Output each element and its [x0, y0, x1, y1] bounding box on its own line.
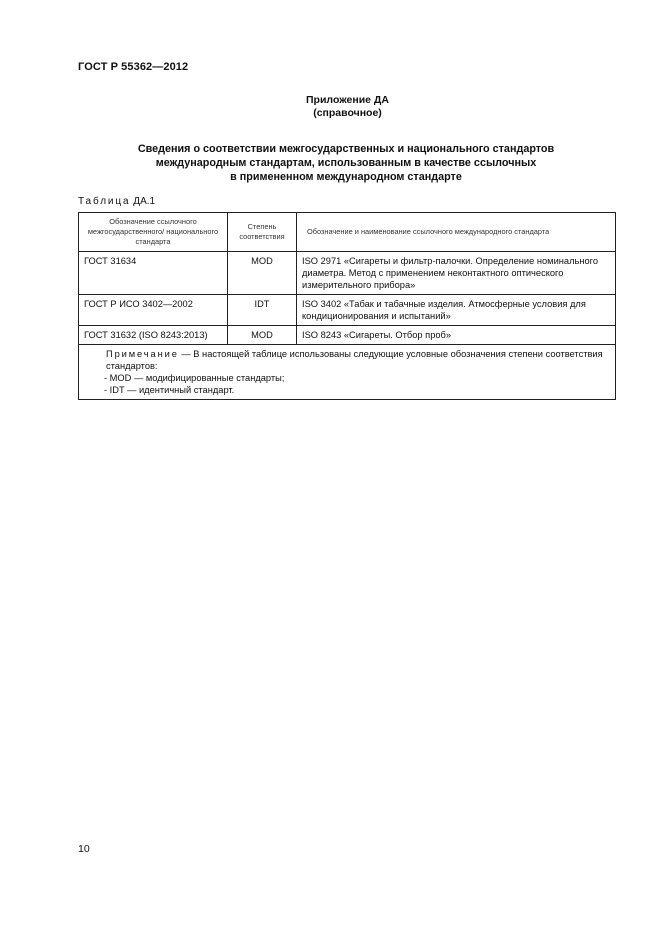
- note-label: Примечание: [106, 349, 179, 359]
- table-caption-word: Таблица: [78, 196, 131, 207]
- header-international-standard: Обозначение и наименование ссылочного международного стандарта: [297, 213, 616, 252]
- heading-line-2: международным стандартам, использованным в качестве ссылочных: [155, 157, 537, 169]
- cell-standard: ГОСТ 31632 (ISO 8243:2013): [79, 326, 228, 345]
- table-row: [79, 295, 616, 326]
- table-row: [79, 252, 616, 295]
- table-note: [79, 345, 616, 400]
- note-item-mod: - MOD — модифицированные стандарты;: [104, 373, 285, 383]
- header-standard-designation: Обозначение ссылочного межгосударственного/ национального стандарта: [79, 213, 228, 252]
- appendix-subtitle: (справочное): [313, 107, 382, 119]
- heading-line-3: в примененном международном стандарте: [230, 171, 462, 183]
- correspondence-table: [78, 212, 616, 400]
- cell-international: ISO 2971 «Сигареты и фильтр-палочки. Определение номинального диаметра. Метод с применением неконтактного оптического измерительного прибора»: [297, 252, 616, 295]
- table-row: [79, 326, 616, 345]
- document-code: ГОСТ Р 55362—2012: [78, 61, 189, 73]
- section-heading: [78, 142, 614, 184]
- table-header-row: [79, 213, 616, 252]
- table-caption-number: ДА.1: [133, 196, 156, 207]
- cell-international: ISO 3402 «Табак и табачные изделия. Атмосферные условия для кондиционирования и испытаний»: [297, 295, 616, 326]
- page-number: 10: [78, 843, 90, 855]
- heading-line-1: Сведения о соответствии межгосударственных и национального стандартов: [137, 143, 555, 155]
- cell-degree: IDT: [228, 295, 297, 326]
- table-note-row: [79, 345, 616, 400]
- cell-standard: ГОСТ 31634: [79, 252, 228, 295]
- header-degree-of-conformity: Степень соответствия: [228, 213, 297, 252]
- note-text: — В настоящей таблице использованы следующие условные обозначения степени соответствия стандартов:: [106, 349, 603, 371]
- appendix-title: Приложение ДА: [306, 94, 389, 106]
- cell-international: ISO 8243 «Сигареты. Отбор проб»: [297, 326, 616, 345]
- cell-degree: MOD: [228, 252, 297, 295]
- note-item-idt: - IDT — идентичный стандарт.: [104, 385, 235, 395]
- table-caption: [78, 196, 155, 207]
- cell-degree: MOD: [228, 326, 297, 345]
- appendix-title-block: [0, 94, 661, 120]
- note-main: [84, 348, 610, 372]
- cell-standard: ГОСТ Р ИСО 3402—2002: [79, 295, 228, 326]
